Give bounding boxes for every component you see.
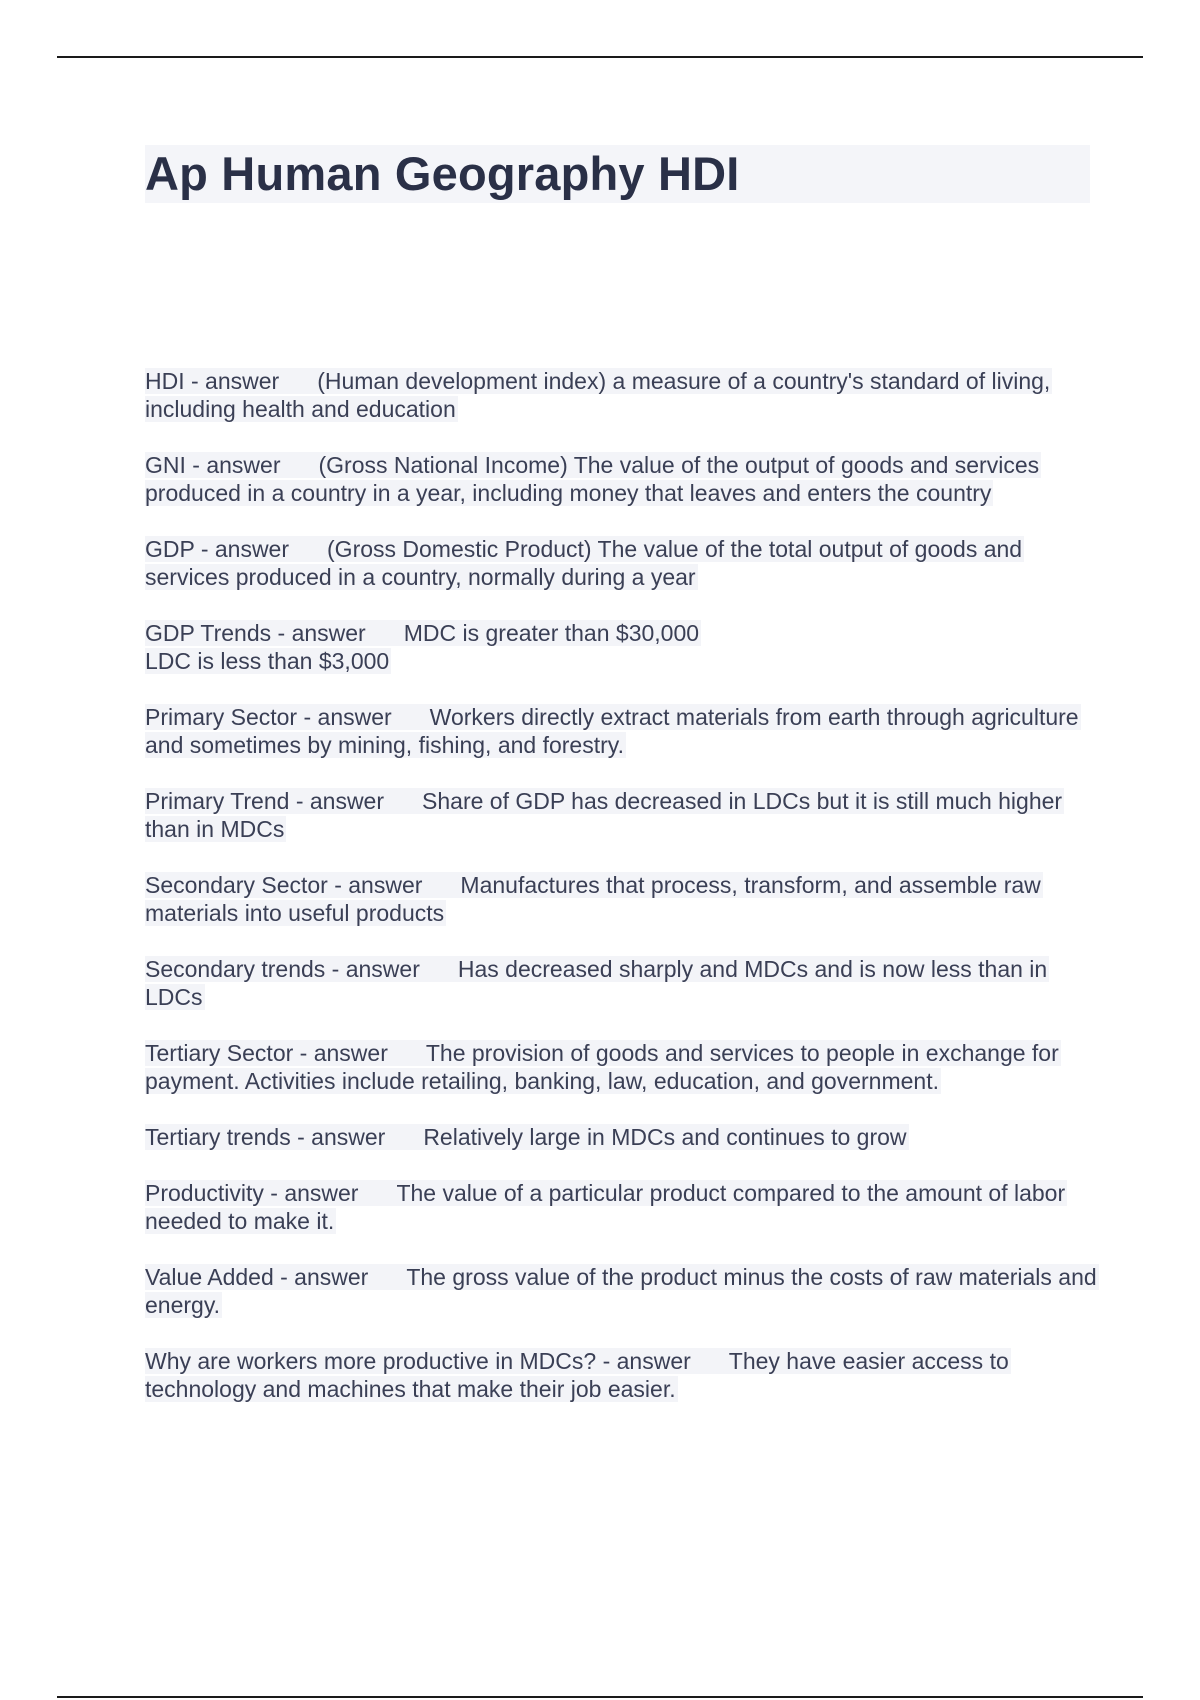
flashcard-definition: Manufactures that process, transform, and assemble raw materials into useful products <box>145 872 1041 926</box>
flashcard-definition: The provision of goods and services to people in exchange for payment. Activities include retailing, banking, law, education, and government. <box>145 1040 1059 1094</box>
flashcard <box>145 703 1100 759</box>
flashcard-term: Productivity - answer <box>145 1180 359 1206</box>
flashcard-definition: (Gross National Income) The value of the output of goods and services produced in a country in a year, including money that leaves and enters the country <box>145 452 1040 506</box>
flashcard-definition: Workers directly extract materials from earth through agriculture and sometimes by mining, fishing, and forestry. <box>145 704 1079 758</box>
flashcard <box>145 1179 1100 1235</box>
flashcard-term: GDP Trends - answer <box>145 620 366 646</box>
flashcard-term: Secondary Sector - answer <box>145 872 423 898</box>
flashcard-term: Value Added - answer <box>145 1264 369 1290</box>
title-block <box>145 145 1090 203</box>
flashcard <box>145 1263 1100 1319</box>
flashcard-definition: The gross value of the product minus the costs of raw materials and energy. <box>145 1264 1097 1318</box>
flashcard-term: GNI - answer <box>145 452 281 478</box>
flashcard <box>145 1123 1100 1151</box>
flashcard-term: GDP - answer <box>145 536 290 562</box>
flashcard <box>145 787 1100 843</box>
flashcard-term: Why are workers more productive in MDCs? - answer <box>145 1348 691 1374</box>
flashcard <box>145 535 1100 591</box>
flashcard <box>145 1347 1100 1403</box>
flashcard-term: HDI - answer <box>145 368 280 394</box>
flashcard-definition: (Gross Domestic Product) The value of the total output of goods and services produced in a country, normally during a year <box>145 536 1023 590</box>
flashcard <box>145 367 1100 423</box>
flashcard-definition: They have easier access to technology and machines that make their job easier. <box>145 1348 1009 1402</box>
flashcard-term: Tertiary trends - answer <box>145 1124 386 1150</box>
flashcard-list <box>145 367 1100 1431</box>
flashcard-term: Tertiary Sector - answer <box>145 1040 388 1066</box>
flashcard-definition: (Human development index) a measure of a country's standard of living, including health and education <box>145 368 1051 422</box>
flashcard-definition-line2: LDC is less than $3,000 <box>145 648 390 674</box>
document-title: Ap Human Geography HDI <box>145 147 740 200</box>
flashcard-term: Primary Trend - answer <box>145 788 385 814</box>
footer-rule <box>57 1696 1143 1698</box>
flashcard <box>145 1039 1100 1095</box>
flashcard-definition: Share of GDP has decreased in LDCs but it is still much higher than in MDCs <box>145 788 1063 842</box>
flashcard-definition: Has decreased sharply and MDCs and is now less than in LDCs <box>145 956 1048 1010</box>
flashcard <box>145 871 1100 927</box>
flashcard <box>145 619 1100 675</box>
flashcard-definition: The value of a particular product compared to the amount of labor needed to make it. <box>145 1180 1066 1234</box>
flashcard-definition: MDC is greater than $30,000 <box>403 620 700 646</box>
flashcard-term: Secondary trends - answer <box>145 956 420 982</box>
flashcard-term: Primary Sector - answer <box>145 704 392 730</box>
header-rule <box>57 56 1143 58</box>
flashcard <box>145 955 1100 1011</box>
flashcard-definition: Relatively large in MDCs and continues to grow <box>423 1124 907 1150</box>
flashcard <box>145 451 1100 507</box>
